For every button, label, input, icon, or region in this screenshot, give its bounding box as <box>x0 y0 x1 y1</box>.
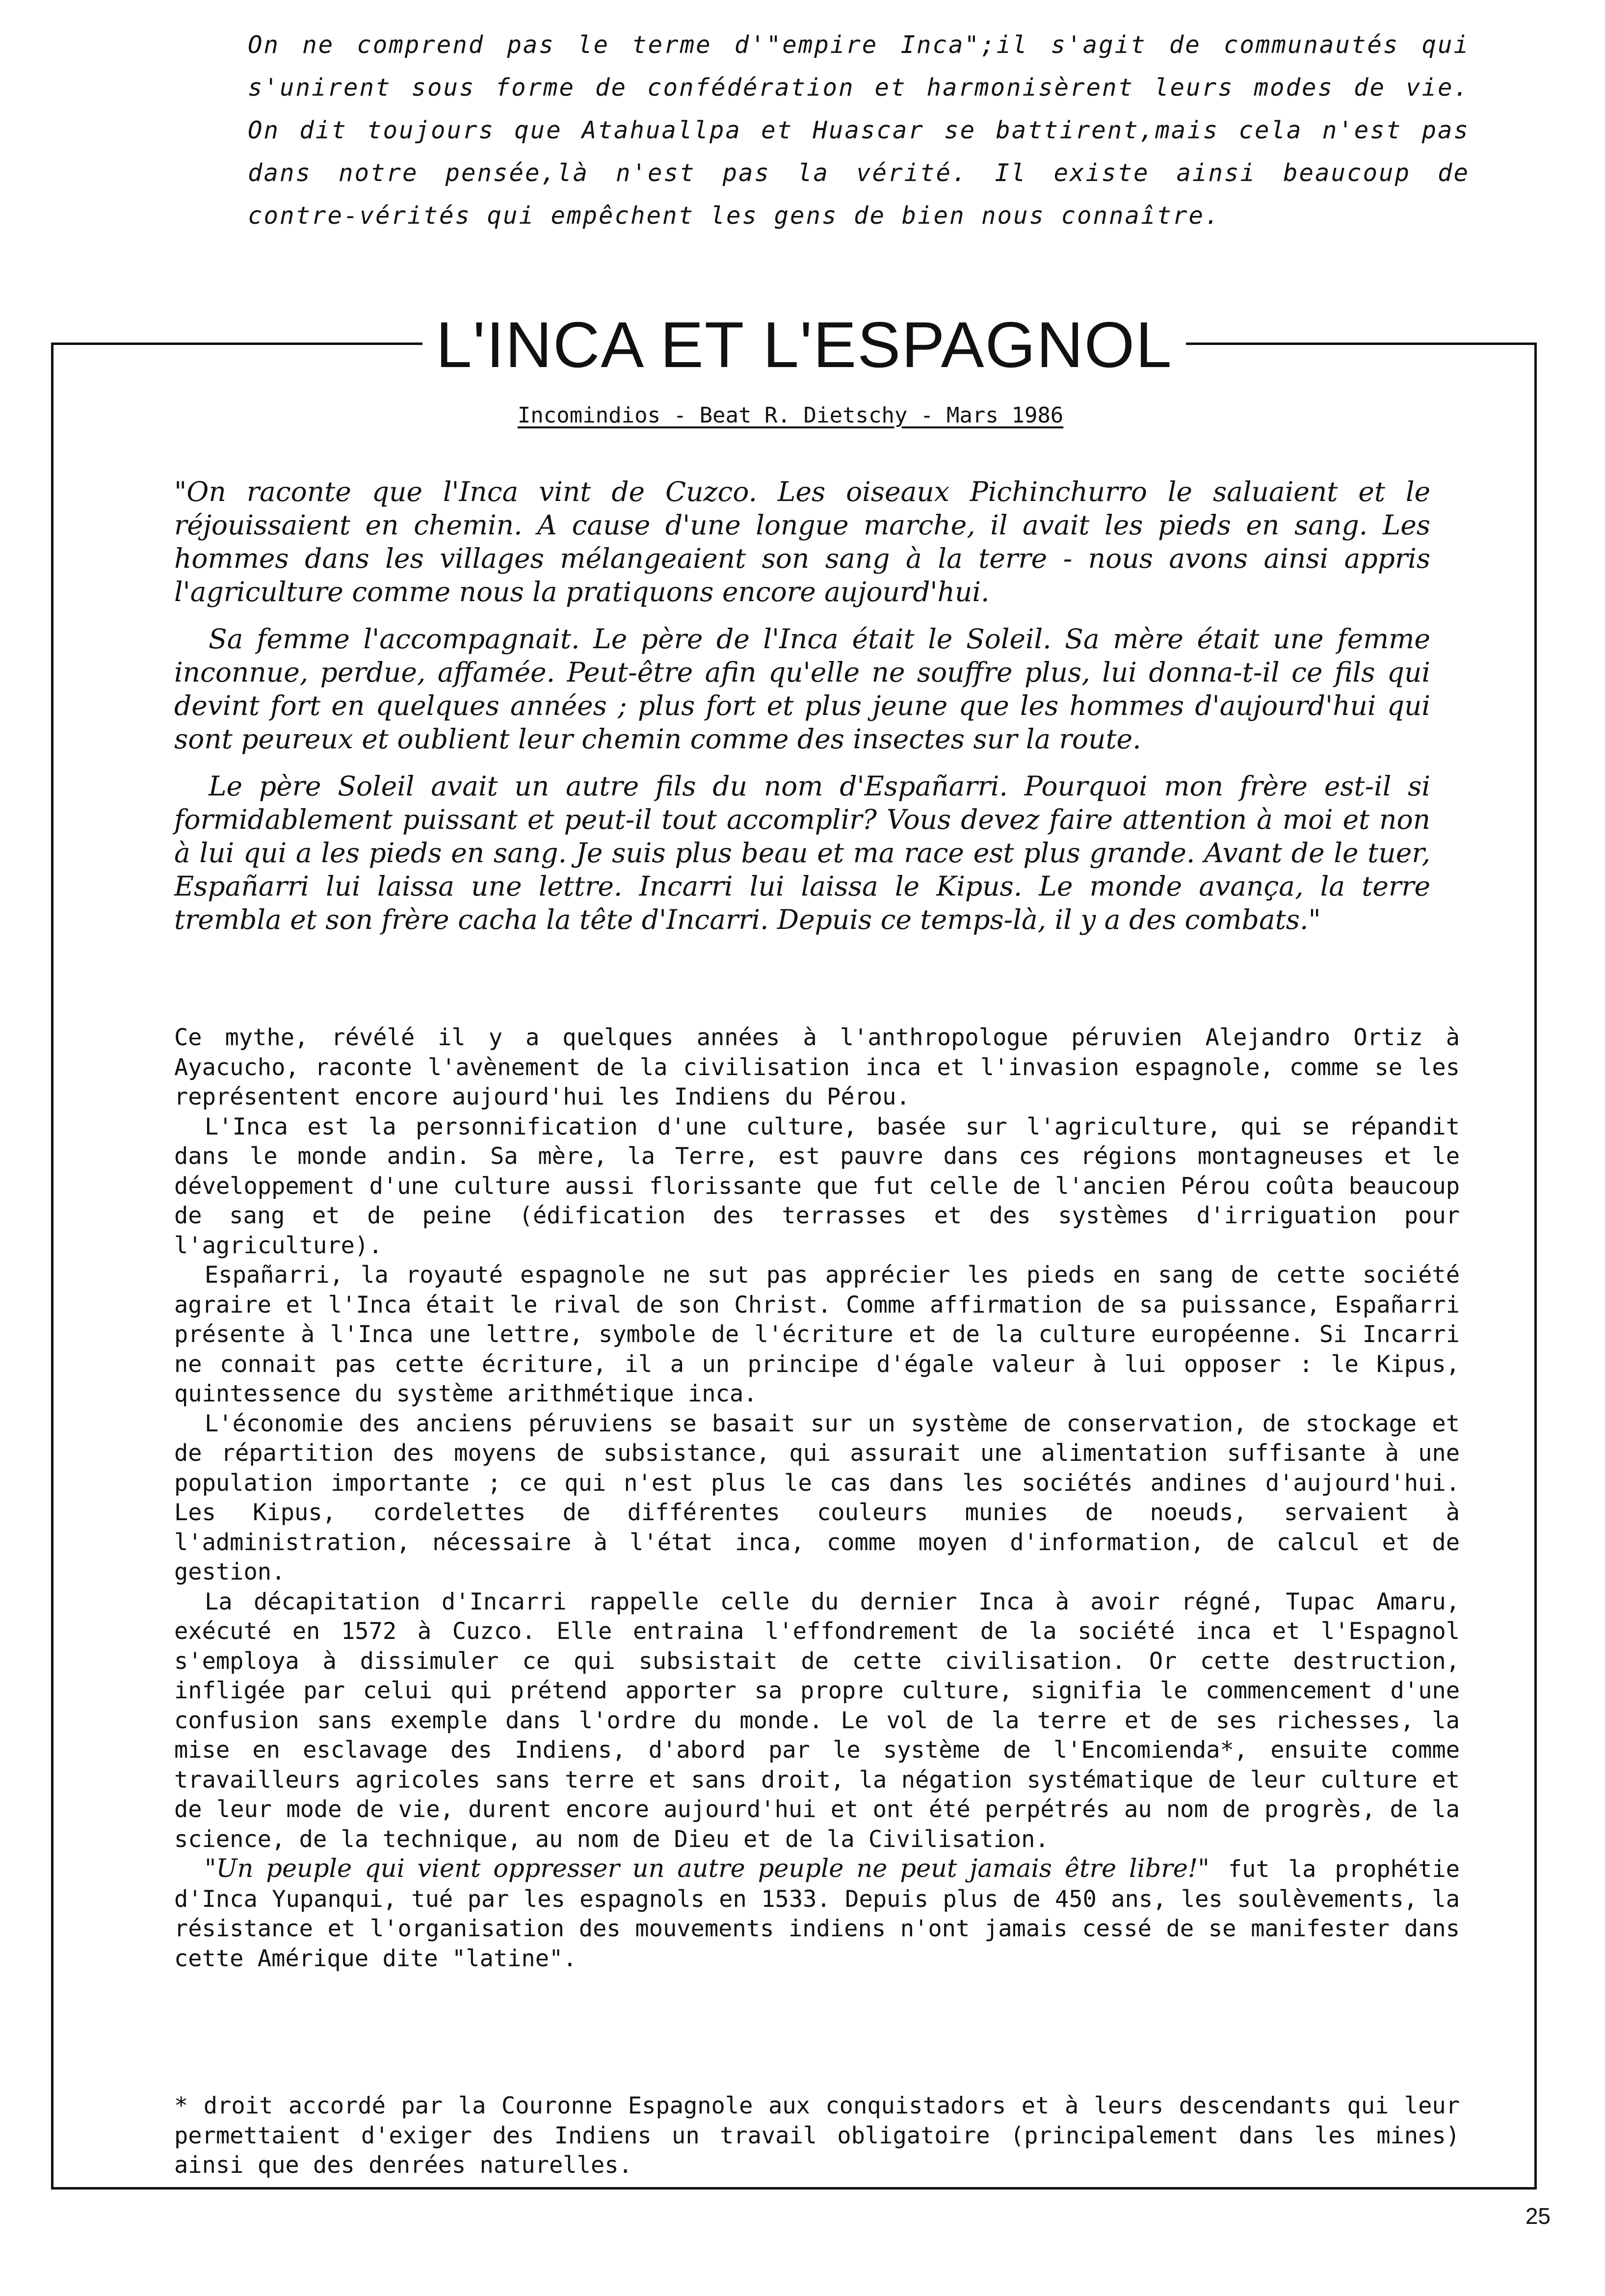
title-rule-right <box>1186 343 1537 345</box>
myth-paragraph: Sa femme l'accompagnait. Le père de l'Inca était le Soleil. Sa mère était une femme inconnue, perdue, affamée. Peut-être afin qu'elle ne souffre plus, lui donna-t-il ce fils qui devint fort en quelques années ; plus fort et plus jeune que les hommes d'aujourd'hui qui sont peureux et oublient leur chemin comme des insectes sur la route. <box>174 623 1430 755</box>
myth-paragraph: "On raconte que l'Inca vint de Cuzco. Les oiseaux Pichinchurro le saluaient et le réjouissaient en chemin. A cause d'une longue marche, il avait les pieds en sang. Les hommes dans les villages mélangeaient son sang à la terre - nous avons ainsi appris l'agriculture comme nous la pratiquons encore aujourd'hui. <box>174 476 1430 607</box>
body-paragraph: La décapitation d'Incarri rappelle celle du dernier Inca à avoir régné, Tupac Amaru, exécuté en 1572 à Cuzco. Elle entraina l'effondrement de la société inca et l'Espagnol s'employa à dissimuler ce qui subsistait de cette civilisation. Or cette destruction, infligée par celui qui prétend apporter sa propre culture, signifia le commencement d'une confusion sans exemple dans l'ordre du monde. Le vol de la terre et de ses richesses, la mise en esclavage des Indiens, d'abord par le système de l'Encomienda*, ensuite comme travailleurs agricoles sans terre et sans droit, la négation systématique de leur culture et de leur mode de vie, durent encore aujourd'hui et ont été perpétrés au nom de progrès, de la science, de la technique, au nom de Dieu et de la Civilisation. <box>174 1588 1460 1853</box>
page-number: 25 <box>1525 2203 1551 2229</box>
body-paragraph: L'Inca est la personnification d'une culture, basée sur l'agriculture, qui se répandit dans le monde andin. Sa mère, la Terre, est pauvre dans ces régions montagneuses et le développement d'une culture aussi florissante que fut celle de l'ancien Pérou coûta beaucoup de sang et de peine (édification des terrasses et des systèmes d'irriguation pour l'agriculture). <box>174 1113 1460 1259</box>
article-title: L'INCA ET L'ESPAGNOL <box>436 309 1173 381</box>
body-paragraph: L'économie des anciens péruviens se basait sur un système de conservation, de stockage et de répartition des moyens de subsistance, qui assurait une alimentation suffisante à une population importante ; ce qui n'est plus le cas dans les sociétés andines d'aujourd'hui. Les Kipus, cordelettes de différentes couleurs munies de noeuds, servaient à l'administration, nécessaire à l'état inca, comme moyen d'information, de calcul et de gestion. <box>174 1410 1460 1585</box>
intro-paragraph: On ne comprend pas le terme d'"empire Inca";il s'agit de communautés qui s'unirent sous forme de confédération et harmonisèrent leurs modes de vie. On dit toujours que Atahuallpa et Huascar se battirent,mais cela n'est pas dans notre pensée,là n'est pas la vérité. Il existe ainsi beaucoup de contre-vérités qui empêchent les gens de bien nous connaître. <box>248 31 1470 230</box>
footnote: * droit accordé par la Couronne Espagnole aux conquistadors et à leurs descendants qui leur permettaient d'exiger des Indiens un travail obligatoire (principalement dans les mines) ainsi que des denrées naturelles. <box>174 2092 1460 2179</box>
myth-paragraph: Le père Soleil avait un autre fils du nom d'Españarri. Pourquoi mon frère est-il si formidablement puissant et peut-il tout accomplir? Vous devez faire attention à moi et non à lui qui a les pieds en sang. Je suis plus beau et ma race est plus grande. Avant de le tuer, Españarri lui laissa une lettre. Incarri lui laissa le Kipus. Le monde avança, la terre trembla et son frère cacha la tête d'Incarri. Depuis ce temps-là, il y a des combats." <box>174 770 1430 935</box>
body-paragraph: Ce mythe, révélé il y a quelques années à l'anthropologue péruvien Alejandro Ortiz à Ayacucho, raconte l'avènement de la civilisation inca et l'invasion espagnole, comme se les représentent encore aujourd'hui les Indiens du Pérou. <box>174 1024 1460 1110</box>
prophecy-text: fut la prophétie d'Inca Yupanqui, tué par les espagnols en 1533. Depuis plus de 450 ans, les soulèvements, la résistance et l'organisation des mouvements indiens n'ont jamais cessé de se manifester dans cette Amérique dite "latine". <box>174 1856 1460 1972</box>
article-byline: Incomindios - Beat R. Dietschy - Mars 1986 <box>517 403 1064 428</box>
myth-quote <box>174 475 1430 950</box>
body-paragraph-final <box>174 1854 1460 1974</box>
body-paragraph: Españarri, la royauté espagnole ne sut pas apprécier les pieds en sang de cette société agraire et l'Inca était le rival de son Christ. Comme affirmation de sa puissance, Españarri présente à l'Inca une lettre, symbole de l'écriture et de la culture européenne. Si Incarri ne connait pas cette écriture, il a un principe d'égale valeur à lui opposer : le Kipus, quintessence du système arithmétique inca. <box>174 1262 1460 1407</box>
title-rule-left <box>51 343 422 345</box>
prophecy-quote: "Un peuple qui vient oppresser un autre peuple ne peut jamais être libre!" <box>205 1854 1210 1883</box>
article-body <box>174 1023 1460 1974</box>
